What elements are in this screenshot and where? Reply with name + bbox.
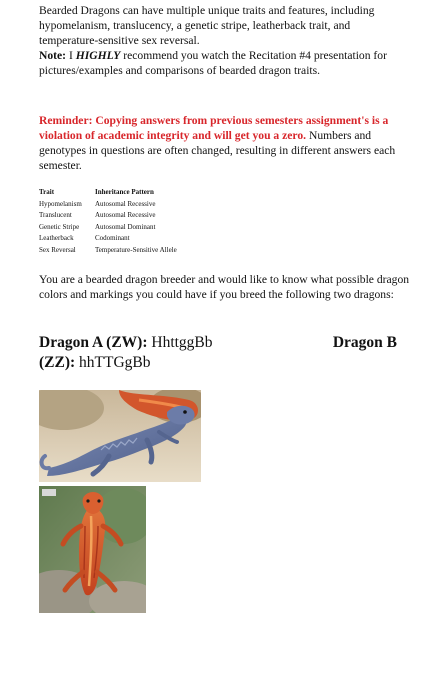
reminder-text (39, 113, 411, 173)
trait-cell: Hypomelanism (39, 199, 82, 208)
note-post: recommend you watch the Recitation #4 presentation for pictures/examples and comparisons of bearded dragon traits. (39, 49, 387, 77)
note-pre: I (66, 49, 76, 62)
dragon-a-line (39, 333, 213, 353)
dragon-b-image (39, 486, 146, 613)
header-trait: Trait (39, 188, 55, 196)
intro-paragraph (39, 3, 411, 78)
table-row (39, 233, 177, 245)
table-row (39, 210, 177, 222)
dragon-a-photo (39, 390, 201, 482)
pattern-cell: Autosomal Dominant (95, 222, 156, 231)
dragon-a-image (39, 390, 201, 482)
pattern-cell: Codominant (95, 234, 130, 243)
dragon-b-sex-label: (ZZ): (39, 354, 76, 371)
note-emphasis: HIGHLY (75, 49, 121, 62)
dragon-a-label: Dragon A (ZW): (39, 334, 148, 351)
note-label: Note: (39, 49, 67, 62)
table-header-row (39, 187, 177, 199)
header-inheritance-pattern: Inheritance Pattern (95, 188, 154, 196)
question-text: You are a bearded dragon breeder and would like to know what possible dragon colors and markings you could have if you breed the following two dragons: (39, 273, 410, 301)
reminder-rest: Numbers and genotypes in questions are often changed, resulting in different answers each semester. (39, 129, 396, 172)
trait-cell: Leatherback (39, 234, 74, 243)
dragon-a-genotype: HhttggBb (147, 334, 213, 351)
dragon-b-genotype: hhTTGgBb (75, 354, 151, 371)
trait-inheritance-table (39, 187, 177, 257)
intro-text (39, 3, 411, 78)
intro-line: Bearded Dragons can have multiple unique traits and features, including hypomelanism, translucency, a genetic stripe, leatherback trait, and temperature-sensitive sex reversal. (39, 4, 375, 47)
trait-cell: Translucent (39, 211, 72, 220)
pattern-cell: Temperature-Sensitive Allele (95, 245, 177, 254)
dragon-genotypes (39, 333, 397, 377)
table-row (39, 199, 177, 211)
dragon-b-line (39, 353, 151, 373)
dragon-b-photo (39, 486, 146, 613)
table-row (39, 245, 177, 257)
question-paragraph (39, 272, 411, 302)
trait-cell: Genetic Stripe (39, 222, 80, 231)
reminder-paragraph (39, 113, 411, 173)
pattern-cell: Autosomal Recessive (95, 199, 156, 208)
table-row (39, 222, 177, 234)
integrity-warning: Reminder: Copying answers from previous semesters assignment's is a violation of academic integrity and will get you a zero. (39, 114, 389, 142)
pattern-cell: Autosomal Recessive (95, 211, 156, 220)
trait-cell: Sex Reversal (39, 245, 76, 254)
dragon-b-label: Dragon B (332, 334, 397, 351)
